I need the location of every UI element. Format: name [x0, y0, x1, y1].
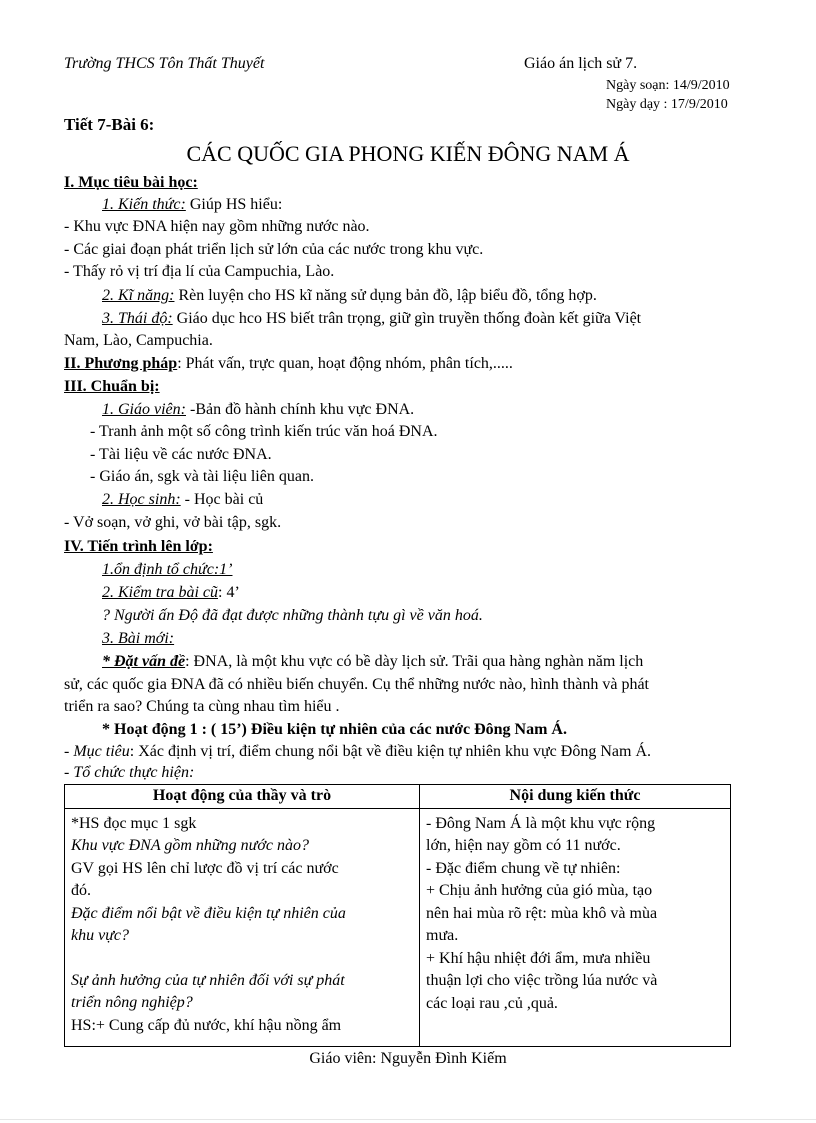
content-line: - Đông Nam Á là một khu vực rộng [426, 814, 656, 832]
table-header-activities: Hoạt động của thầy và trò [65, 785, 420, 809]
date-taught: Ngày dạy : 17/9/2010 [606, 97, 728, 112]
lesson-number: Tiết 7-Bài 6: [64, 115, 155, 134]
knowledge-item: - Thấy rỏ vị trí địa lí của Campuchia, Lào. [64, 263, 335, 280]
methods-text: : Phát vấn, trực quan, hoạt động nhóm, phân tích,..... [177, 355, 513, 372]
organization-line [102, 559, 756, 581]
attitude-text: Giáo dục hco HS biết trân trọng, giữ gìn truyền thống đoàn kết giữa Việt [172, 310, 642, 327]
section-objectives-heading: I. Mục tiêu bài học: [64, 174, 198, 191]
knowledge-line [102, 194, 756, 216]
teacher-item: - Tranh ảnh một số công trình kiến trúc văn hoá ĐNA. [90, 423, 438, 440]
spacer [71, 948, 413, 970]
skills-line [102, 285, 756, 307]
goal-line [64, 741, 756, 763]
organization-implementation: - Tổ chức thực hiện: [64, 764, 195, 781]
content-line: nên hai mùa rõ rệt: mùa khô và mùa [426, 904, 658, 922]
intro-text-1: : ĐNA, là một khu vực có bề dày lịch sử. Trãi qua hàng nghàn năm lịch [185, 653, 644, 670]
attitude-label: 3. Thái độ: [102, 310, 173, 327]
activity-line: đó. [71, 882, 91, 899]
content-cell [420, 808, 731, 1046]
student-item: - Vở soạn, vở ghi, vở bài tập, sgk. [64, 514, 282, 531]
content-line: - Đặc điểm chung về tự nhiên: [426, 859, 621, 877]
intro-label: * Đặt vấn đề [102, 653, 186, 670]
teacher-signature: Giáo viên: Nguyễn Đình Kiếm [309, 1050, 507, 1067]
section-preparation-heading: III. Chuẩn bị: [64, 378, 160, 395]
content-line: lớn, hiện nay gồm có 11 nước. [426, 837, 621, 854]
content-line: + Chịu ảnh hưởng của gió mùa, tạo [426, 882, 653, 899]
activities-cell [65, 808, 420, 1046]
content-line: các loại rau ,củ ,quả. [426, 994, 558, 1012]
new-lesson-line [102, 628, 756, 650]
activity-line: triển nông nghiệp? [71, 994, 193, 1011]
table-header-content: Nội dung kiến thức [420, 785, 731, 809]
date-prepared: Ngày soạn: 14/9/2010 [606, 78, 730, 93]
methods-line [64, 353, 756, 375]
skills-text: Rèn luyện cho HS kĩ năng sử dụng bản đồ, lập biểu đồ, tổng hợp. [174, 287, 597, 304]
activity-line: *HS đọc mục 1 sgk [71, 814, 197, 832]
lesson-activity-table [64, 784, 731, 1047]
student-text: - Học bài củ [180, 491, 264, 508]
methods-heading: II. Phương pháp [64, 355, 178, 372]
check-line [102, 582, 756, 604]
knowledge-label: 1. Kiến thức: [102, 196, 186, 213]
teacher-item: - Tài liệu về các nước ĐNA. [90, 446, 272, 463]
attitude-line-2: Nam, Lào, Campuchia. [64, 332, 213, 349]
teacher-item: - Giáo án, sgk và tài liệu liên quan. [90, 468, 314, 485]
activity-1-text: * Hoạt động 1 : ( 15’) Điều kiện tự nhiên của các nước Đông Nam Á. [102, 721, 567, 738]
table-header-row [65, 785, 731, 809]
check-text: : 4’ [218, 584, 240, 601]
lesson-title: CÁC QUỐC GIA PHONG KIẾN ĐÔNG NAM Á [186, 141, 630, 166]
activity-1-heading [102, 719, 756, 741]
new-lesson-label: 3. Bài mới: [102, 630, 175, 647]
activity-line: khu vực? [71, 927, 130, 944]
page-divider [0, 1119, 816, 1120]
knowledge-text: Giúp HS hiểu: [185, 196, 283, 213]
student-label: 2. Học sinh: [102, 491, 181, 508]
intro-line-2: sử, các quốc gia ĐNA đã có nhiều biến chuyển. Cụ thể những nước nào, hình thành và phát [64, 676, 649, 693]
table-row [65, 808, 731, 1046]
student-line [102, 489, 756, 511]
activity-line: Đặc điểm nổi bật về điều kiện tự nhiên của [71, 904, 346, 922]
subject-title: Giáo án lịch sử 7. [524, 55, 638, 72]
attitude-line [102, 308, 756, 330]
content-line: + Khí hậu nhiệt đới ẩm, mưa nhiều [426, 949, 651, 967]
teacher-line [102, 399, 756, 421]
activity-line: HS:+ Cung cấp đủ nước, khí hậu nồng ẩm [71, 1016, 342, 1034]
content-line: thuận lợi cho việc trồng lúa nước và [426, 972, 658, 989]
goal-label: - Mục tiêu [64, 743, 130, 760]
intro-line-1 [102, 651, 756, 673]
goal-text: : Xác định vị trí, điểm chung nổi bật về điều kiện tự nhiên khu vực Đông Nam Á. [129, 743, 651, 760]
knowledge-item: - Các giai đoạn phát triển lịch sử lớn của các nước trong khu vực. [64, 241, 484, 258]
activity-line: Sự ảnh hưởng của tự nhiên đối với sự phát [71, 971, 345, 989]
activity-line: Khu vực ĐNA gồm những nước nào? [71, 837, 309, 854]
skills-label: 2. Kĩ năng: [102, 287, 175, 304]
check-label: 2. Kiểm tra bài cũ [102, 584, 218, 601]
check-question: ? Người ấn Độ đã đạt được những thành tựu gì về văn hoá. [102, 607, 483, 624]
school-name: Trường THCS Tôn Thất Thuyết [64, 55, 265, 72]
content-line: mưa. [426, 927, 459, 944]
knowledge-item: - Khu vực ĐNA hiện nay gồm những nước nào. [64, 218, 370, 235]
section-procedure-heading: IV. Tiến trình lên lớp: [64, 538, 213, 555]
teacher-label: 1. Giáo viên: [102, 401, 186, 418]
organization-label: 1.ổn định tổ chức:1’ [102, 561, 233, 578]
activity-line: GV gọi HS lên chỉ lược đồ vị trí các nước [71, 859, 339, 877]
teacher-text: -Bản đồ hành chính khu vực ĐNA. [185, 401, 415, 418]
intro-line-3: triển ra sao? Chúng ta cùng nhau tìm hiểu . [64, 698, 340, 715]
